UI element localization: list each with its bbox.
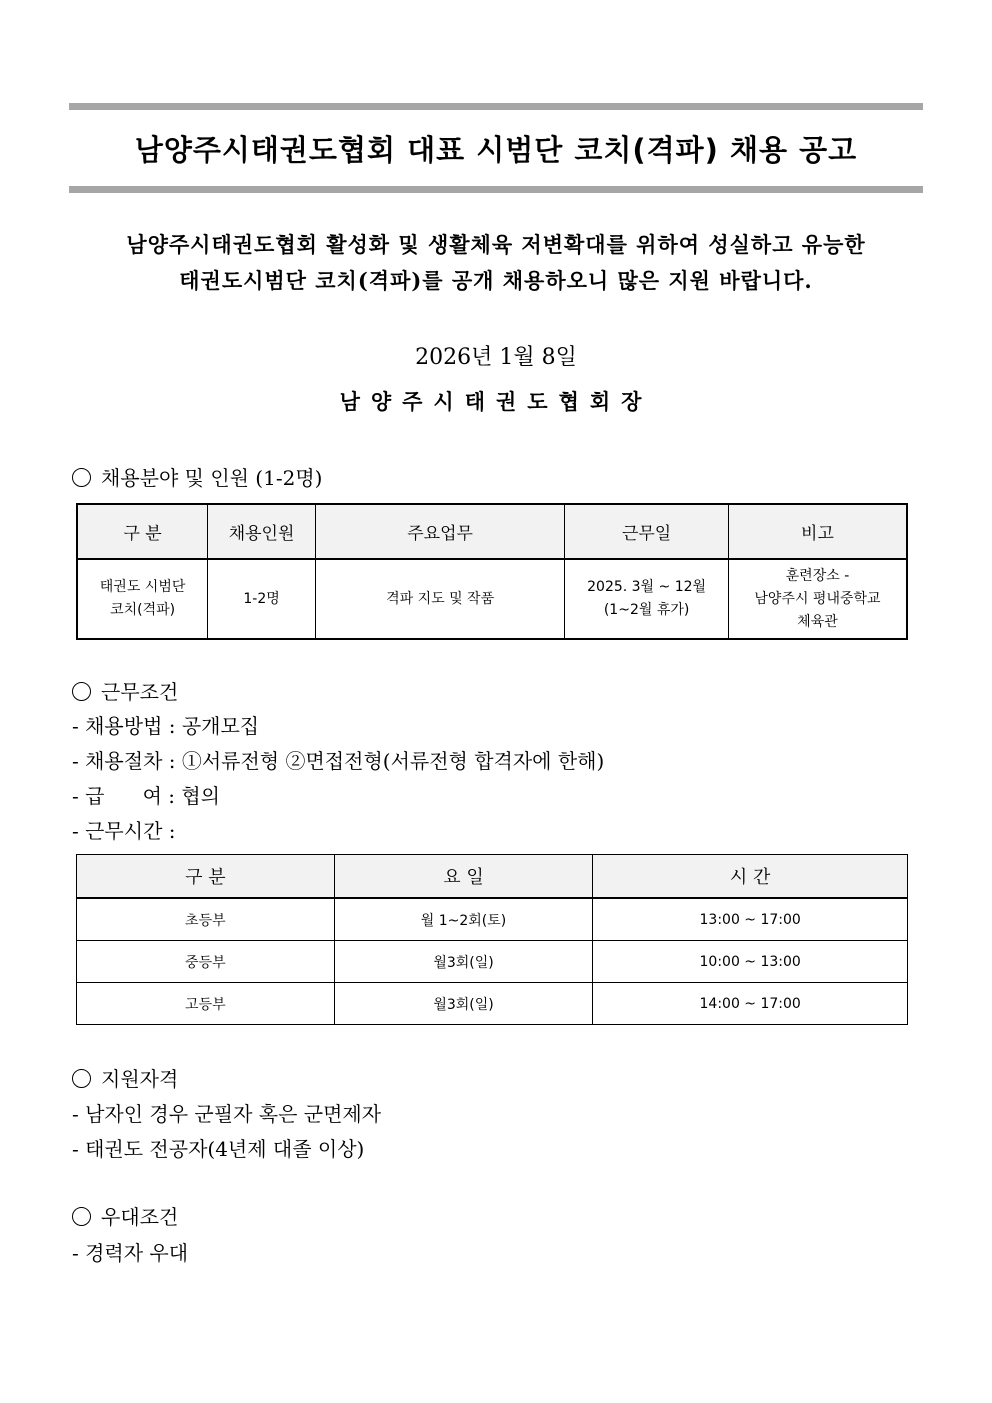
section-heading: 우대조건 xyxy=(101,1205,179,1229)
time-cell: 13:00 ~ 17:00 xyxy=(593,898,908,941)
schedule-table xyxy=(76,854,908,1025)
title-rule-top xyxy=(69,103,923,110)
list-item: - 채용절차 : ①서류전형 ②면접전형(서류전형 합격자에 한해) xyxy=(72,749,605,773)
section-heading: 지원자격 xyxy=(101,1067,179,1091)
section-heading: 근무조건 xyxy=(101,680,179,704)
table-row xyxy=(77,898,908,941)
division-cell: 중등부 xyxy=(77,941,335,983)
circle-bullet-icon xyxy=(72,468,91,487)
table-row xyxy=(77,983,908,1025)
days-cell: 월 1~2회(토) xyxy=(334,898,593,941)
list-item: - 경력자 우대 xyxy=(72,1241,189,1265)
division-cell: 고등부 xyxy=(77,983,335,1025)
announcement-date: 2026년 1월 8일 xyxy=(415,345,577,370)
list-item: - 근무시간 : xyxy=(72,819,176,843)
header-cell: 주요업무 xyxy=(315,504,564,559)
days-cell: 월3회(일) xyxy=(334,941,593,983)
circle-bullet-icon xyxy=(72,682,91,701)
circle-bullet-icon xyxy=(72,1069,91,1088)
header-cell: 구 분 xyxy=(77,855,335,899)
table-header-row xyxy=(77,855,908,899)
association-signature: 남양주시태권도협회장 xyxy=(339,389,653,414)
list-item: - 채용방법 : 공개모집 xyxy=(72,714,260,738)
list-item: - 남자인 경우 군필자 혹은 군면제자 xyxy=(72,1102,382,1126)
header-cell: 비고 xyxy=(728,504,907,559)
header-cell: 근무일 xyxy=(565,504,729,559)
time-cell: 14:00 ~ 17:00 xyxy=(593,983,908,1025)
circle-bullet-icon xyxy=(72,1207,91,1226)
category-cell: 태권도 시범단 코치(격파) xyxy=(77,559,208,639)
period-cell: 2025. 3월 ~ 12월 (1~2월 휴가) xyxy=(565,559,729,639)
intro-line-1: 남양주시태권도협회 활성화 및 생활체육 저변확대를 위하여 성실하고 유능한 xyxy=(126,232,866,257)
section-qualifications xyxy=(72,1063,178,1092)
section-recruitment xyxy=(72,462,322,491)
title-rule-bottom xyxy=(69,186,923,193)
section-preferences xyxy=(72,1201,178,1230)
note-cell: 훈련장소 - 남양주시 평내중학교 체육관 xyxy=(728,559,907,639)
table-row xyxy=(77,559,907,639)
time-cell: 10:00 ~ 13:00 xyxy=(593,941,908,983)
division-cell: 초등부 xyxy=(77,898,335,941)
list-item: - 태권도 전공자(4년제 대졸 이상) xyxy=(72,1137,365,1161)
section-work-conditions xyxy=(72,676,178,705)
intro-line-2: 태권도시범단 코치(격파)를 공개 채용하오니 많은 지원 바랍니다. xyxy=(179,268,813,293)
header-cell: 채용인원 xyxy=(208,504,316,559)
header-cell: 구 분 xyxy=(77,504,208,559)
header-cell: 시 간 xyxy=(593,855,908,899)
list-item: - 급 여 : 협의 xyxy=(72,784,220,808)
table-row xyxy=(77,941,908,983)
page-title: 남양주시태권도협회 대표 시범단 코치(격파) 채용 공고 xyxy=(134,133,858,167)
duty-cell: 격파 지도 및 작품 xyxy=(315,559,564,639)
header-cell: 요 일 xyxy=(334,855,593,899)
section-heading: 채용분야 및 인원 (1-2명) xyxy=(101,466,323,490)
count-cell: 1-2명 xyxy=(208,559,316,639)
days-cell: 월3회(일) xyxy=(334,983,593,1025)
recruitment-table xyxy=(76,503,908,640)
table-header-row xyxy=(77,504,907,559)
